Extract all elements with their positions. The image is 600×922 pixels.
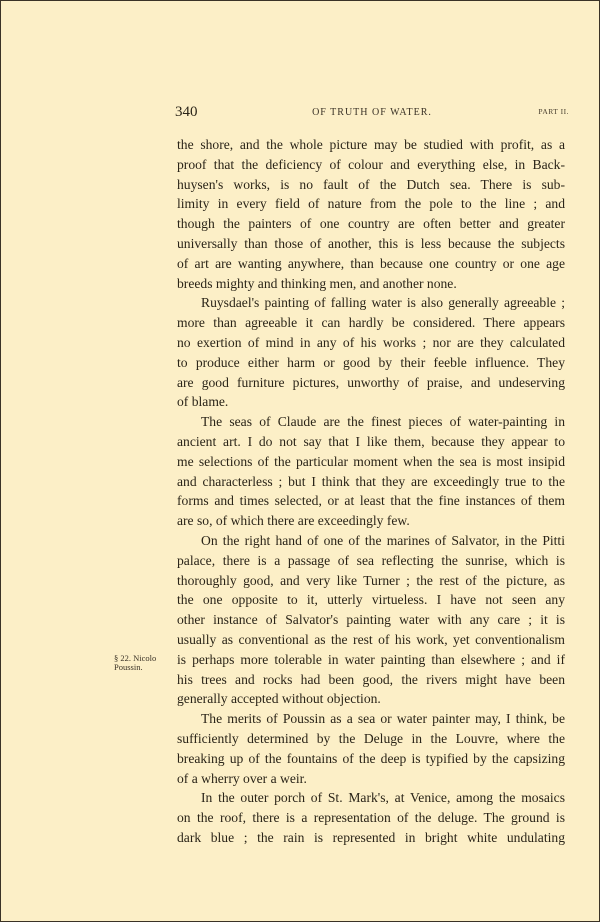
text-line: and characterless ; but I think that they are exceedingly true to the [177, 473, 565, 489]
text-line: breaking up of the fountains of the deep is typified by the capsizing [177, 750, 565, 766]
text-line: thoroughly good, and very like Turner ; the rest of the picture, as [177, 572, 565, 588]
text-line: In the outer porch of St. Mark's, at Venice, among the mosaics [201, 790, 565, 806]
paragraph [177, 135, 565, 293]
text-line: his trees and rocks had been good, the rivers might have been [177, 671, 565, 687]
text-line: On the right hand of one of the marines of Salvator, in the Pitti [201, 532, 565, 548]
text-line: of blame. [177, 394, 229, 410]
paragraph [177, 788, 565, 847]
text-line: usually as conventional as the rest of his work, yet conventionalism [177, 631, 565, 647]
text-line: are so, of which there are exceedingly few. [177, 513, 410, 529]
chapter-title: OF TRUTH OF WATER. [312, 107, 432, 118]
text-line: dark blue ; the rain is represented in bright white undulating [177, 829, 565, 845]
text-line: limity in every field of nature from the pole to the line ; and [177, 196, 565, 212]
text-line: sufficiently determined by the Deluge in the Louvre, where the [177, 730, 565, 746]
text-line: is perhaps more tolerable in water painting than elsewhere ; and if [177, 651, 565, 667]
text-line: no exertion of mind in any of his works ; nor are they calculated [177, 334, 565, 350]
text-line: breeds mighty and thinking men, and another none. [177, 275, 457, 291]
text-line: of art are wanting anywhere, than because one country or one age [177, 255, 565, 271]
text-line: though the painters of one country are often better and greater [177, 216, 565, 232]
text-line: me selections of the particular moment when the sea is most insipid [177, 453, 565, 469]
margin-note-section: § 22. Nicolo [114, 653, 157, 663]
text-line: palace, there is a passage of sea reflecting the sunrise, which is [177, 552, 565, 568]
text-line: the shore, and the whole picture may be studied with profit, as a [177, 137, 565, 152]
text-line: of a wherry over a weir. [177, 770, 307, 786]
text-line: to produce either harm or good by their feeble influence. They [177, 354, 565, 370]
part-label: PART II. [538, 107, 569, 116]
running-head [175, 104, 569, 124]
text-line: ancient art. I do not say that I like them, because they appear to [177, 433, 565, 449]
text-line: The merits of Poussin as a sea or water painter may, I think, be [201, 711, 565, 727]
body-text [177, 135, 565, 848]
text-line: on the roof, there is a representation of the deluge. The ground is [177, 810, 565, 826]
text-line: the one opposite to it, utterly virtueless. I have not seen any [177, 592, 565, 608]
text-line: universally than those of another, this is less because the subjects [177, 235, 565, 251]
paragraph [177, 293, 565, 412]
text-line: other instance of Salvator's painting water with any care ; it is [177, 612, 565, 628]
margin-note [114, 654, 184, 672]
text-line: forms and times selected, or at least that the fine instances of them [177, 493, 565, 509]
margin-note-subject: Poussin. [114, 662, 143, 672]
paragraph [177, 412, 565, 531]
text-line: are good furniture pictures, unworthy of praise, and undeserving [177, 374, 565, 390]
page-number: 340 [175, 104, 198, 120]
text-line: generally accepted without objection. [177, 691, 381, 707]
paragraph [177, 709, 565, 788]
text-line: more than agreeable it can hardly be considered. There appears [177, 315, 565, 331]
text-line: The seas of Claude are the finest pieces of water-painting in [201, 414, 565, 430]
text-line: proof that the deficiency of colour and everything else, in Back- [177, 156, 565, 172]
text-line: Ruysdael's painting of falling water is also generally agreeable ; [201, 295, 565, 311]
text-line: huysen's works, is no fault of the Dutch sea. There is sub- [177, 176, 565, 192]
paragraph [177, 531, 565, 709]
